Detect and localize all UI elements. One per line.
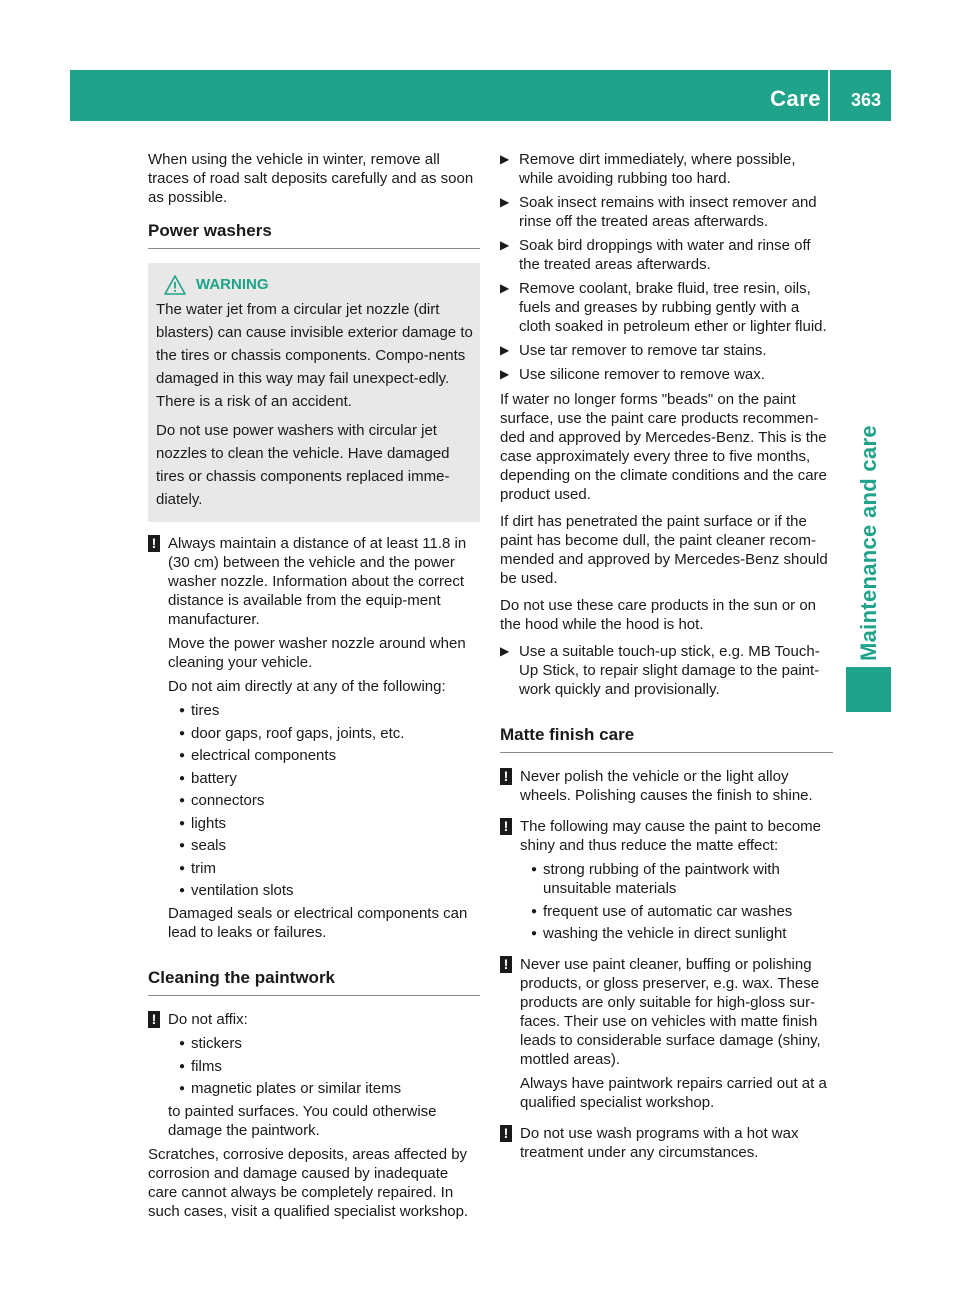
step-arrow-icon: ▶ <box>500 195 510 209</box>
notice-no-paint-cleaner <box>500 955 833 1112</box>
notice-text: Always maintain a distance of at least 11.8 in (30 cm) between the vehicle and the power washer nozzle. Information about the correct distance is available from the equip-ment manufacturer. <box>168 535 467 628</box>
bullet-icon: ● <box>179 750 186 761</box>
step-arrow-icon: ▶ <box>500 343 510 357</box>
step-item: ▶ Soak bird droppings with water and rinse off the treated areas afterwards. <box>500 237 811 273</box>
notice-exclamation-icon: ! <box>148 1011 160 1028</box>
heading-matte-finish: Matte finish care <box>500 725 833 753</box>
chapter-label: Maintenance and care <box>856 425 881 661</box>
list-item: ● stickers <box>179 1035 242 1052</box>
step-item: ▶ Remove coolant, brake fluid, tree resin, oils, fuels and greases by rubbing gently with a cloth soaked in petroleum ether or lighter fluid. <box>500 280 827 335</box>
notice-text: Damaged seals or electrical components can lead to leaks or failures. <box>168 905 468 941</box>
sun-warning-paragraph: Do not use these care products in the sun or on the hood while the hood is hot. <box>500 597 817 633</box>
bullet-icon: ● <box>179 1083 186 1094</box>
paint-cleaner-paragraph: If dirt has penetrated the paint surface or if the paint has become dull, the paint cleaner recom-mended and approved by Mercedes-Benz should be used. <box>500 513 828 587</box>
step-item: ▶ Remove dirt immediately, where possible, while avoiding rubbing too hard. <box>500 151 796 187</box>
section-title: Care <box>770 86 821 111</box>
list-item: ● trim <box>179 859 216 877</box>
list-item: ● strong rubbing of the paintwork with unsuitable materials <box>531 861 780 897</box>
paint-care-paragraph: If water no longer forms "beads" on the paint surface, use the paint care products recommen-ded and approved by Mercedes-Benz. This is the case approximately every three to five months, depending on the climate conditions and the care product used. <box>500 391 827 503</box>
touch-up-steps <box>500 642 833 699</box>
page-number: 363 <box>850 90 881 110</box>
list-item: ● lights <box>179 814 227 832</box>
notice-text: Do not use wash programs with a hot wax treatment under any circumstances. <box>520 1125 799 1161</box>
notice-exclamation-icon: ! <box>500 956 512 973</box>
notice-text: Never polish the vehicle or the light alloy wheels. Polishing causes the finish to shine. <box>520 768 813 804</box>
notice-text: Do not affix: <box>168 1011 248 1028</box>
bullet-icon: ● <box>179 862 186 874</box>
bullet-icon: ● <box>179 885 186 896</box>
paintwork-paragraph: Scratches, corrosive deposits, areas affected by corrosion and damage caused by inadequate care cannot always be completely repaired. In such cases, visit a qualified specialist workshop. <box>148 1146 469 1220</box>
warning-header <box>156 273 473 296</box>
notice-text: Do not aim directly at any of the following: <box>168 678 446 695</box>
notice-exclamation-icon: ! <box>500 1125 512 1142</box>
right-column <box>500 150 833 1167</box>
chapter-marker <box>846 667 891 712</box>
list-item: ● washing the vehicle in direct sunlight <box>531 925 787 942</box>
list-item: ● connectors <box>179 792 265 809</box>
bullet-icon: ● <box>179 840 186 851</box>
notice-exclamation-icon: ! <box>500 768 512 785</box>
step-arrow-icon: ▶ <box>500 152 510 166</box>
notice-text: Never use paint cleaner, buffing or polishing products, or gloss preserver, e.g. wax. These products are only suitable for high-gloss sur-faces. Their use on vehicles with matte finish leads to considerable surface damage (shiny, mottled areas). <box>520 956 821 1068</box>
list-item: ● films <box>179 1057 222 1075</box>
header-bar <box>70 70 891 121</box>
list-item: ● magnetic plates or similar items <box>179 1080 402 1097</box>
step-item: ▶ Use silicone remover to remove wax. <box>500 366 765 383</box>
bullet-icon: ● <box>179 727 186 739</box>
bullet-icon: ● <box>179 817 186 829</box>
list-item: ● frequent use of automatic car washes <box>531 902 793 920</box>
step-arrow-icon: ▶ <box>500 281 510 295</box>
list-item: ● tires <box>179 702 220 719</box>
avoid-list <box>168 701 480 900</box>
bullet-icon: ● <box>179 1038 186 1049</box>
warning-text-2: Do not use power washers with circular jet nozzles to clean the vehicle. Have damaged tires or chassis components replaced imme-diately. <box>156 422 450 508</box>
notice-no-hot-wax <box>500 1124 833 1162</box>
notice-power-washer <box>148 534 480 942</box>
warning-box <box>148 263 480 522</box>
notice-exclamation-icon: ! <box>148 535 160 552</box>
step-arrow-icon: ▶ <box>500 644 510 658</box>
notice-do-not-affix <box>148 1010 480 1140</box>
bullet-icon: ● <box>179 772 186 784</box>
bullet-icon: ● <box>179 795 186 806</box>
step-item: ▶ Use a suitable touch-up stick, e.g. MB Touch-Up Stick, to repair slight damage to the paint-work quickly and provisionally. <box>500 643 820 698</box>
warning-triangle-icon <box>164 275 186 295</box>
heading-power-washers: Power washers <box>148 221 480 249</box>
step-arrow-icon: ▶ <box>500 367 510 381</box>
list-item: ● ventilation slots <box>179 882 294 899</box>
bullet-icon: ● <box>531 864 538 875</box>
list-item: ● door gaps, roof gaps, joints, etc. <box>179 724 405 742</box>
warning-text-1: The water jet from a circular jet nozzle (dirt blasters) can cause invisible exterior damage to the tires or chassis components. Compo-nents damaged in this way may fail unexpect-edly. There is a risk of an accident. <box>156 301 473 410</box>
chapter-tab <box>846 121 891 661</box>
bullet-icon: ● <box>179 1060 186 1072</box>
notice-no-polish <box>500 767 833 805</box>
left-column <box>148 150 480 1229</box>
cleaning-steps <box>500 150 833 384</box>
notice-text: The following may cause the paint to become shiny and thus reduce the matte effect: <box>520 818 822 854</box>
list-item: ● battery <box>179 769 237 787</box>
list-item: ● seals <box>179 837 227 854</box>
warning-label: WARNING <box>196 276 269 293</box>
list-item: ● electrical components <box>179 747 337 764</box>
affix-list <box>168 1034 480 1098</box>
step-item: ▶ Soak insect remains with insect remover and rinse off the treated areas afterwards. <box>500 194 817 230</box>
step-item: ▶ Use tar remover to remove tar stains. <box>500 342 767 359</box>
notice-text: Move the power washer nozzle around when cleaning your vehicle. <box>168 635 466 671</box>
intro-paragraph: When using the vehicle in winter, remove all traces of road salt deposits carefully and as soon as possible. <box>148 151 474 206</box>
notice-text: Always have paintwork repairs carried out at a qualified specialist workshop. <box>520 1075 827 1111</box>
header-divider <box>828 70 830 121</box>
bullet-icon: ● <box>531 905 538 917</box>
heading-cleaning-paintwork: Cleaning the paintwork <box>148 968 480 996</box>
notice-matte-effect <box>500 817 833 943</box>
notice-text: to painted surfaces. You could otherwise damage the paintwork. <box>168 1103 437 1139</box>
bullet-icon: ● <box>531 928 538 939</box>
matte-risk-list <box>520 860 833 943</box>
step-arrow-icon: ▶ <box>500 238 510 252</box>
bullet-icon: ● <box>179 705 186 716</box>
notice-exclamation-icon: ! <box>500 818 512 835</box>
